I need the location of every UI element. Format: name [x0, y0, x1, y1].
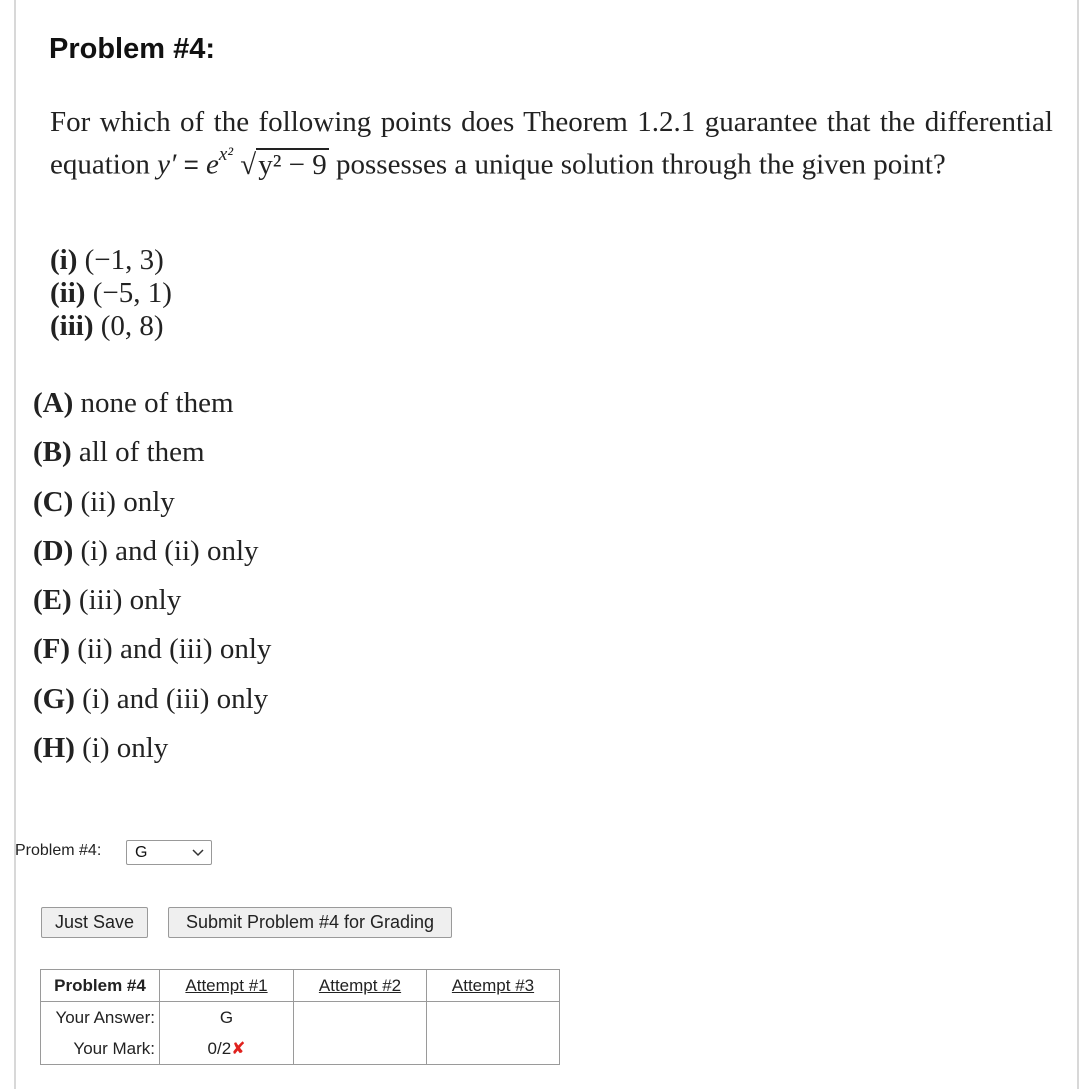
option-d: [33, 531, 271, 580]
mark-cell: [160, 1033, 294, 1065]
chevron-down-icon: [191, 846, 205, 860]
question-text: [50, 104, 1053, 183]
table-header-row: [41, 970, 560, 1002]
equation-equals: =: [183, 149, 199, 180]
table-row: [41, 1002, 560, 1034]
square-root: √y² − 9: [240, 148, 327, 181]
right-border: [1077, 0, 1079, 1089]
point-value: (0, 8): [100, 310, 164, 342]
point-label: (ii): [50, 277, 86, 309]
attempt-3-link[interactable]: Attempt #3: [451, 975, 535, 995]
option-text: (i) and (ii) only: [80, 534, 259, 567]
point-label: (iii): [50, 310, 94, 342]
option-letter: (G): [33, 682, 75, 715]
submit-button[interactable]: Submit Problem #4 for Grading: [168, 907, 452, 938]
point-item: [50, 244, 172, 277]
question-after: possesses a unique solution through the given point?: [336, 148, 946, 181]
question-before: For which of the following points does Theorem 1.2.1 guarantee that the differential equation: [50, 106, 1053, 181]
option-text: (ii) and (iii) only: [77, 633, 272, 666]
wrong-x-icon: ✘: [231, 1038, 246, 1058]
differential-equation: [157, 140, 329, 183]
attempt-2-link[interactable]: Attempt #2: [318, 975, 402, 995]
equation-base: e: [206, 148, 219, 181]
option-text: (i) and (iii) only: [82, 682, 269, 715]
your-mark-label: Your Mark:: [41, 1033, 160, 1065]
option-e: [33, 580, 271, 629]
option-text: all of them: [78, 436, 205, 469]
just-save-button[interactable]: Just Save: [41, 907, 148, 938]
option-text: none of them: [80, 387, 234, 419]
option-f: [33, 629, 271, 678]
equation-radicand: y² − 9: [258, 148, 327, 181]
option-b: [33, 432, 271, 481]
problem-title: Problem #4:: [49, 33, 215, 65]
option-g: [33, 679, 271, 728]
answer-label: Problem #4:: [15, 842, 102, 859]
mark-cell: [294, 1033, 427, 1065]
table-header-problem: Problem #4: [41, 970, 160, 1002]
answer-select[interactable]: [126, 840, 212, 865]
answer-cell: G: [160, 1002, 294, 1034]
equation-lhs: y′: [157, 148, 177, 181]
attempt-1-link[interactable]: Attempt #1: [185, 975, 268, 995]
point-value: (−5, 1): [92, 277, 172, 309]
option-text: (i) only: [82, 732, 169, 765]
point-value: (−1, 3): [84, 244, 164, 276]
mark-value: 0/2: [207, 1038, 232, 1058]
option-letter: (A): [33, 387, 74, 419]
table-row: [41, 1033, 560, 1065]
point-label: (i): [50, 244, 78, 276]
answer-selected-value: G: [135, 844, 148, 861]
option-letter: (C): [33, 485, 74, 518]
point-item: [50, 277, 172, 310]
left-border: [14, 0, 16, 1089]
option-h: [33, 728, 271, 777]
answer-cell: [294, 1002, 427, 1034]
option-letter: (E): [33, 584, 72, 617]
answer-cell: [427, 1002, 560, 1034]
option-letter: (B): [33, 436, 72, 469]
option-a: [33, 383, 271, 432]
points-list: [50, 244, 172, 343]
attempts-table: [40, 969, 560, 1065]
option-letter: (D): [33, 534, 74, 567]
equation-exponent: x²: [218, 144, 234, 165]
point-item: [50, 310, 172, 343]
option-letter: (H): [33, 732, 75, 765]
option-text: (ii) only: [80, 485, 175, 518]
your-answer-label: Your Answer:: [41, 1002, 160, 1034]
option-c: [33, 482, 271, 531]
table-header-attempt: [427, 970, 560, 1002]
option-letter: (F): [33, 633, 71, 666]
mark-cell: [427, 1033, 560, 1065]
table-header-attempt: [294, 970, 427, 1002]
options-list: [33, 383, 271, 777]
option-text: (iii) only: [78, 584, 182, 617]
table-header-attempt: [160, 970, 294, 1002]
